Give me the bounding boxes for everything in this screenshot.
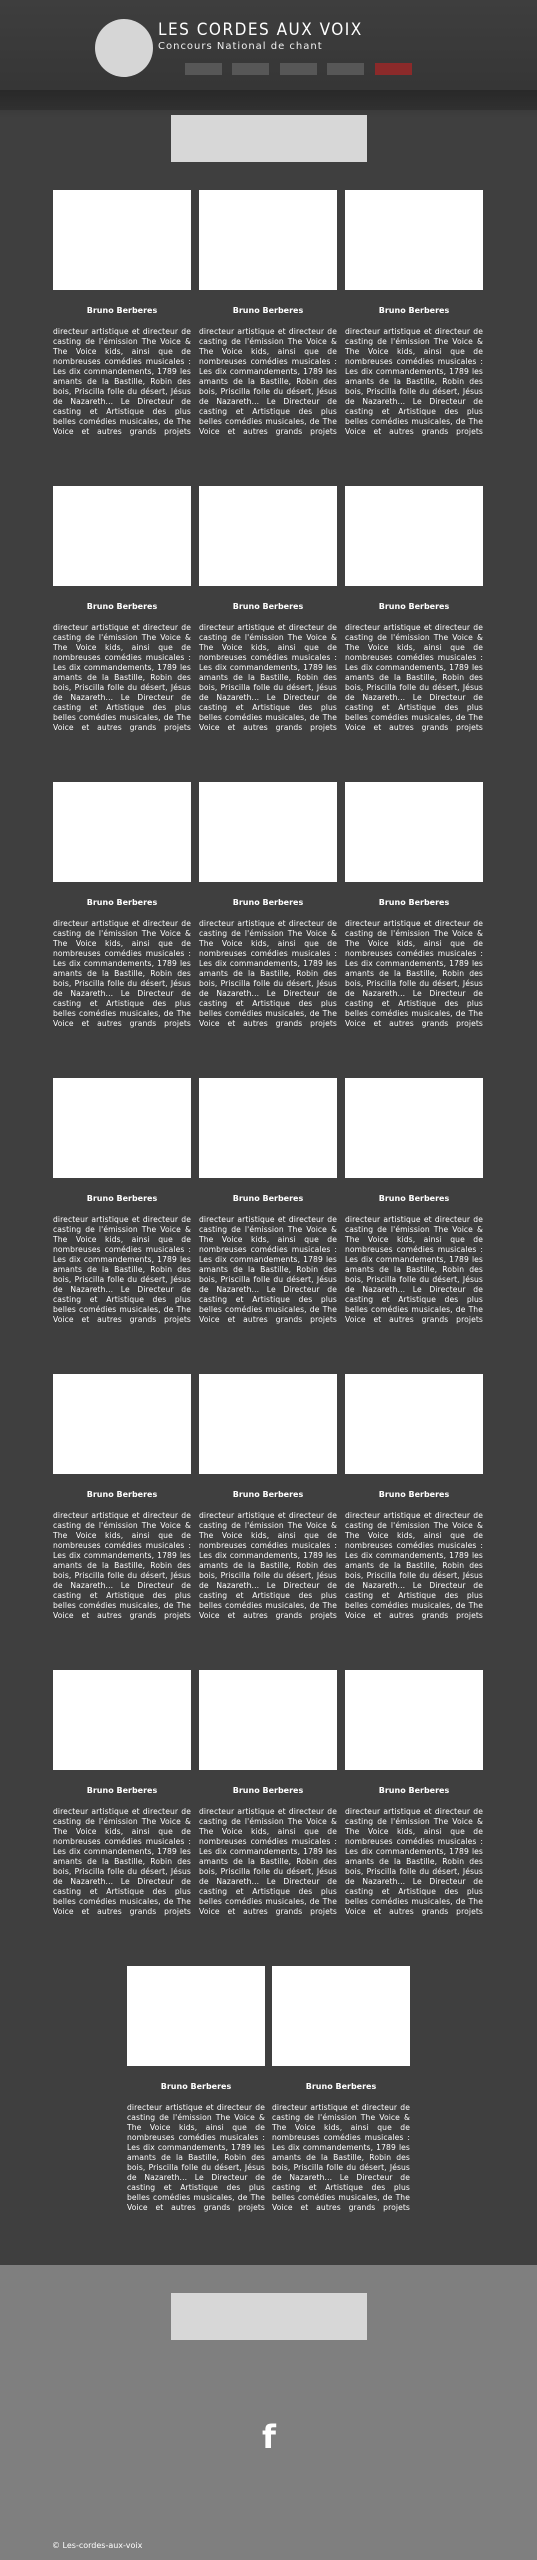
jury-name: Bruno Berberes xyxy=(86,306,158,315)
jury-description: directeur artistique et directeur de casting de l'émission The Voice & The Voice kids, ainsi que de nombreuses comédies musicales : Les dix commandements, 1789 les amants de la Bastille, Robin des bois, Priscilla folle du désert, Jésus de Nazareth... Le Directeur de casting et Artistique des plus belles comédies musicales, de The Voice et autres grands projets xyxy=(199,623,337,732)
jury-description: directeur artistique et directeur de casting de l'émission The Voice & The Voice kids, ainsi que de nombreuses comédies musicales : Les dix commandements, 1789 les amants de la Bastille, Robin des bois, Priscilla folle du désert, Jésus de Nazareth... Le Directeur de casting et Artistique des plus belles comédies musicales, de The Voice et autres grands projets xyxy=(53,327,191,436)
jury-photo[interactable] xyxy=(53,190,191,290)
jury-description: directeur artistique et directeur de casting de l'émission The Voice & The Voice kids, ainsi que de nombreuses comédies musicales : Les dix commandements, 1789 les amants de la Bastille, Robin des bois, Priscilla folle du désert, Jésus de Nazareth... Le Directeur de casting et Artistique des plus belles comédies musicales, de The Voice et autres grands projets xyxy=(272,2103,410,2212)
jury-name: Bruno Berberes xyxy=(86,1490,158,1499)
jury-description: directeur artistique et directeur de casting de l'émission The Voice & The Voice kids, ainsi que de nombreuses comédies musicales : Les dix commandements, 1789 les amants de la Bastille, Robin des bois, Priscilla folle du désert, Jésus de Nazareth... Le Directeur de casting et Artistique des plus belles comédies musicales, de The Voice et autres grands projets xyxy=(53,919,191,1028)
jury-name: Bruno Berberes xyxy=(378,1490,450,1499)
jury-photo[interactable] xyxy=(345,782,483,882)
jury-description: directeur artistique et directeur de casting de l'émission The Voice & The Voice kids, ainsi que de nombreuses comédies musicales : Les dix commandements, 1789 les amants de la Bastille, Robin des bois, Priscilla folle du désert, Jésus de Nazareth... Le Directeur de casting et Artistique des plus belles comédies musicales, de The Voice et autres grands projets xyxy=(53,1215,191,1324)
jury-photo[interactable] xyxy=(53,782,191,882)
jury-name: Bruno Berberes xyxy=(378,898,450,907)
jury-photo[interactable] xyxy=(53,1374,191,1474)
jury-photo[interactable] xyxy=(345,1670,483,1770)
footer-banner-image xyxy=(171,2293,367,2340)
jury-photo[interactable] xyxy=(199,190,337,290)
jury-name: Bruno Berberes xyxy=(378,1786,450,1795)
jury-photo[interactable] xyxy=(199,1374,337,1474)
jury-description: directeur artistique et directeur de casting de l'émission The Voice & The Voice kids, ainsi que de nombreuses comédies musicales : Les dix commandements, 1789 les amants de la Bastille, Robin des bois, Priscilla folle du désert, Jésus de Nazareth... Le Directeur de casting et Artistique des plus belles comédies musicales, de The Voice et autres grands projets xyxy=(199,327,337,436)
jury-photo[interactable] xyxy=(53,1670,191,1770)
jury-name: Bruno Berberes xyxy=(86,602,158,611)
jury-photo[interactable] xyxy=(272,1966,410,2066)
jury-description: directeur artistique et directeur de casting de l'émission The Voice & The Voice kids, ainsi que de nombreuses comédies musicales : Les dix commandements, 1789 les amants de la Bastille, Robin des bois, Priscilla folle du désert, Jésus de Nazareth... Le Directeur de casting et Artistique des plus belles comédies musicales, de The Voice et autres grands projets xyxy=(127,2103,265,2212)
jury-description: directeur artistique et directeur de casting de l'émission The Voice & The Voice kids, ainsi que de nombreuses comédies musicales : Les dix commandements, 1789 les amants de la Bastille, Robin des bois, Priscilla folle du désert, Jésus de Nazareth... Le Directeur de casting et Artistique des plus belles comédies musicales, de The Voice et autres grands projets xyxy=(345,919,483,1028)
jury-photo[interactable] xyxy=(345,1078,483,1178)
jury-description: directeur artistique et directeur de casting de l'émission The Voice & The Voice kids, ainsi que de nombreuses comédies musicales : Les dix commandements, 1789 les amants de la Bastille, Robin des bois, Priscilla folle du désert, Jésus de Nazareth... Le Directeur de casting et Artistique des plus belles comédies musicales, de The Voice et autres grands projets xyxy=(53,1807,191,1916)
nav-item-3[interactable] xyxy=(280,63,317,75)
jury-name: Bruno Berberes xyxy=(232,1490,304,1499)
hero-banner-image xyxy=(171,115,367,162)
jury-photo[interactable] xyxy=(53,486,191,586)
jury-name: Bruno Berberes xyxy=(305,2082,377,2091)
nav-item-4[interactable] xyxy=(327,63,364,75)
jury-name: Bruno Berberes xyxy=(232,306,304,315)
jury-description: directeur artistique et directeur de casting de l'émission The Voice & The Voice kids, ainsi que de nombreuses comédies musicales : Les dix commandements, 1789 les amants de la Bastille, Robin des bois, Priscilla folle du désert, Jésus de Nazareth... Le Directeur de casting et Artistique des plus belles comédies musicales, de The Voice et autres grands projets xyxy=(345,1807,483,1916)
jury-description: directeur artistique et directeur de casting de l'émission The Voice & The Voice kids, ainsi que de nombreuses comédies musicales : Les dix commandements, 1789 les amants de la Bastille, Robin des bois, Priscilla folle du désert, Jésus de Nazareth... Le Directeur de casting et Artistique des plus belles comédies musicales, de The Voice et autres grands projets xyxy=(199,1807,337,1916)
header-shadow xyxy=(0,90,537,118)
jury-description: directeur artistique et directeur de casting de l'émission The Voice & The Voice kids, ainsi que de nombreuses comédies musicales : Les dix commandements, 1789 les amants de la Bastille, Robin des bois, Priscilla folle du désert, Jésus de Nazareth... Le Directeur de casting et Artistique des plus belles comédies musicales, de The Voice et autres grands projets xyxy=(345,327,483,436)
jury-description: directeur artistique et directeur de casting de l'émission The Voice & The Voice kids, ainsi que de nombreuses comédies musicales : Les dix commandements, 1789 les amants de la Bastille, Robin des bois, Priscilla folle du désert, Jésus de Nazareth... Le Directeur de casting et Artistique des plus belles comédies musicales, de The Voice et autres grands projets xyxy=(53,1511,191,1620)
jury-photo[interactable] xyxy=(53,1078,191,1178)
jury-photo[interactable] xyxy=(199,782,337,882)
nav-item-2[interactable] xyxy=(232,63,269,75)
jury-name: Bruno Berberes xyxy=(86,898,158,907)
jury-name: Bruno Berberes xyxy=(378,306,450,315)
nav-item-5[interactable] xyxy=(375,63,412,75)
facebook-icon[interactable]: f xyxy=(262,2418,276,2456)
jury-photo[interactable] xyxy=(199,1078,337,1178)
jury-description: directeur artistique et directeur de casting de l'émission The Voice & The Voice kids, ainsi que de nombreuses comédies musicales : Les dix commandements, 1789 les amants de la Bastille, Robin des bois, Priscilla folle du désert, Jésus de Nazareth... Le Directeur de casting et Artistique des plus belles comédies musicales, de The Voice et autres grands projets xyxy=(199,1215,337,1324)
jury-description: directeur artistique et directeur de casting de l'émission The Voice & The Voice kids, ainsi que de nombreuses comédies musicales : Les dix commandements, 1789 les amants de la Bastille, Robin des bois, Priscilla folle du désert, Jésus de Nazareth... Le Directeur de casting et Artistique des plus belles comédies musicales, de The Voice et autres grands projets xyxy=(199,919,337,1028)
jury-description: directeur artistique et directeur de casting de l'émission The Voice & The Voice kids, ainsi que de nombreuses comédies musicales : Les dix commandements, 1789 les amants de la Bastille, Robin des bois, Priscilla folle du désert, Jésus de Nazareth... Le Directeur de casting et Artistique des plus belles comédies musicales, de The Voice et autres grands projets xyxy=(345,1215,483,1324)
jury-name: Bruno Berberes xyxy=(232,1786,304,1795)
jury-photo[interactable] xyxy=(345,486,483,586)
jury-name: Bruno Berberes xyxy=(232,602,304,611)
copyright-text: © Les-cordes-aux-voix xyxy=(52,2541,143,2550)
jury-photo[interactable] xyxy=(199,486,337,586)
jury-name: Bruno Berberes xyxy=(86,1194,158,1203)
jury-description: directeur artistique et directeur de casting de l'émission The Voice & The Voice kids, ainsi que de nombreuses comédies musicales : Les dix commandements, 1789 les amants de la Bastille, Robin des bois, Priscilla folle du désert, Jésus de Nazareth... Le Directeur de casting et Artistique des plus belles comédies musicales, de The Voice et autres grands projets xyxy=(345,1511,483,1620)
jury-description: directeur artistique et directeur de casting de l'émission The Voice & The Voice kids, ainsi que de nombreuses comédies musicales : Les dix commandements, 1789 les amants de la Bastille, Robin des bois, Priscilla folle du désert, Jésus de Nazareth... Le Directeur de casting et Artistique des plus belles comédies musicales, de The Voice et autres grands projets xyxy=(199,1511,337,1620)
jury-name: Bruno Berberes xyxy=(86,1786,158,1795)
logo[interactable] xyxy=(95,19,153,77)
jury-name: Bruno Berberes xyxy=(232,1194,304,1203)
jury-photo[interactable] xyxy=(345,190,483,290)
jury-name: Bruno Berberes xyxy=(232,898,304,907)
jury-photo[interactable] xyxy=(345,1374,483,1474)
jury-description: directeur artistique et directeur de casting de l'émission The Voice & The Voice kids, ainsi que de nombreuses comédies musicales : Les dix commandements, 1789 les amants de la Bastille, Robin des bois, Priscilla folle du désert, Jésus de Nazareth... Le Directeur de casting et Artistique des plus belles comédies musicales, de The Voice et autres grands projets xyxy=(345,623,483,732)
site-subtitle: Concours National de chant xyxy=(158,41,323,52)
jury-description: directeur artistique et directeur de casting de l'émission The Voice & The Voice kids, ainsi que de nombreuses comédies musicales : Les dix commandements, 1789 les amants de la Bastille, Robin des bois, Priscilla folle du désert, Jésus de Nazareth... Le Directeur de casting et Artistique des plus belles comédies musicales, de The Voice et autres grands projets xyxy=(53,623,191,732)
jury-name: Bruno Berberes xyxy=(378,602,450,611)
jury-name: Bruno Berberes xyxy=(378,1194,450,1203)
jury-photo[interactable] xyxy=(127,1966,265,2066)
nav-item-1[interactable] xyxy=(185,63,222,75)
jury-photo[interactable] xyxy=(199,1670,337,1770)
jury-name: Bruno Berberes xyxy=(160,2082,232,2091)
site-title: LES CORDES AUX VOIX xyxy=(158,20,363,40)
